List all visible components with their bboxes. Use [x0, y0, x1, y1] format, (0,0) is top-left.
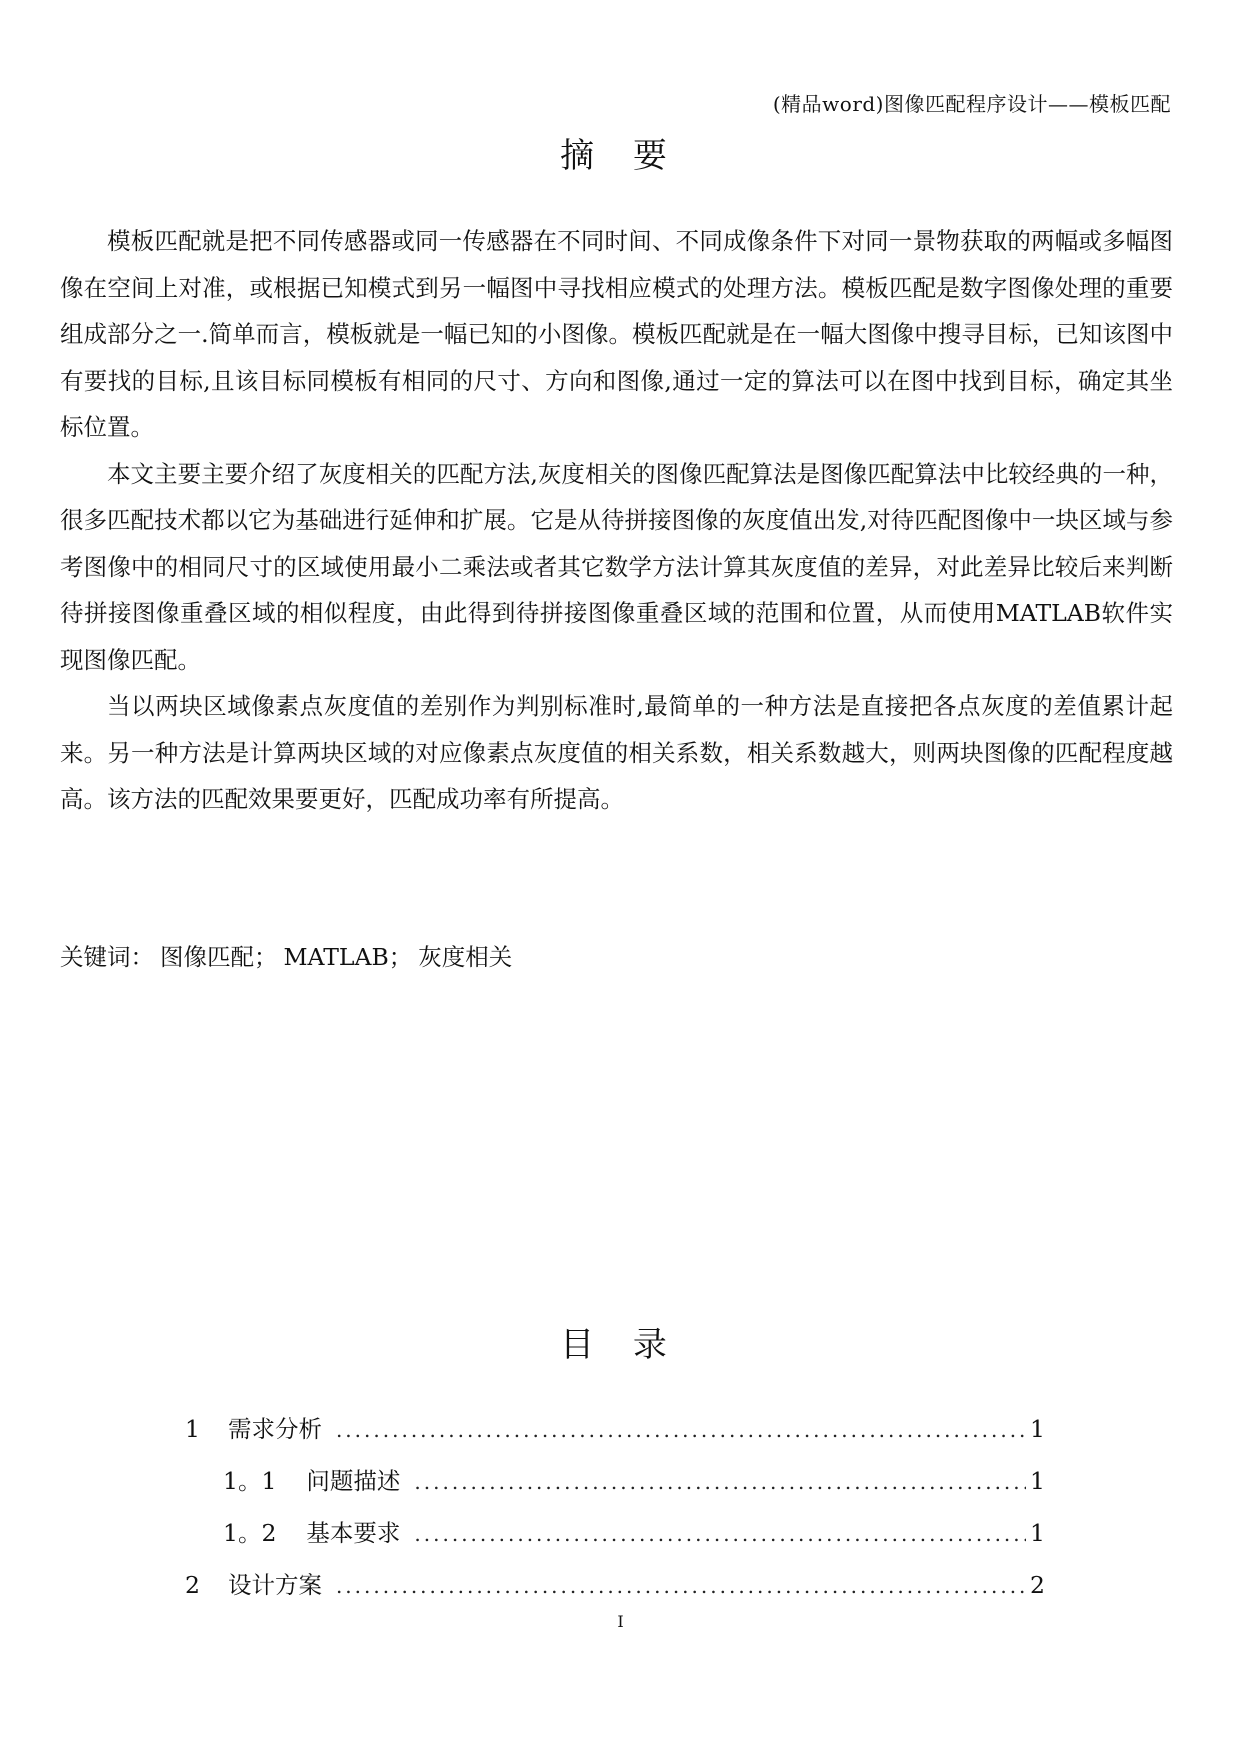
abstract-paragraph: 本文主要主要介绍了灰度相关的匹配方法,灰度相关的图像匹配算法是图像匹配算法中比较经典的一种，很多匹配技术都以它为基础进行延伸和扩展。它是从待拼接图像的灰度值出发,对待匹配图像中一块区域与参考图像中的相同尺寸的区域使用最小二乘法或者其它数学方法计算其灰度值的差异，对此差异比较后来判断待拼接图像重叠区域的相似程度，由此得到待拼接图像重叠区域的范围和位置，从而使用MATLAB软件实现图像匹配。: [60, 459, 1173, 674]
running-header: (精品word)图像匹配程序设计——模板匹配: [772, 92, 1171, 116]
abstract-body: [60, 218, 1173, 823]
abstract-paragraph: 模板匹配就是把不同传感器或同一传感器在不同时间、不同成像条件下对同一景物获取的两幅或多幅图像在空间上对准，或根据已知模式到另一幅图中寻找相应模式的处理方法。模板匹配是数字图像处理的重要组成部分之一.简单而言，模板就是一幅已知的小图像。模板匹配就是在一幅大图像中搜寻目标，已知该图中有要找的目标,且该目标同模板有相同的尺寸、方向和图像,通过一定的算法可以在图中找到目标，确定其坐标位置。: [60, 227, 1173, 441]
keyword: 图像匹配；: [160, 943, 278, 971]
toc-entry[interactable]: [185, 1514, 1045, 1566]
page-number: I: [617, 1612, 624, 1631]
abstract-title: 摘 要: [560, 136, 681, 176]
keywords-line: [60, 938, 512, 972]
abstract-paragraph: 当以两块区域像素点灰度值的差别作为判别标准时,最简单的一种方法是直接把各点灰度的差值累计起来。另一种方法是计算两块区域的对应像素点灰度值的相关系数，相关系数越大，则两块图像的匹配程度越高。该方法的匹配效果要更好，匹配成功率有所提高。: [60, 692, 1173, 813]
toc-title: 目 录: [560, 1325, 681, 1365]
toc-entry-page: 1: [1030, 1519, 1045, 1547]
toc-entry-number: 2: [185, 1571, 200, 1599]
toc-entry-page: 2: [1030, 1571, 1045, 1599]
keyword: 灰度相关: [418, 943, 513, 971]
keyword: MATLAB；: [283, 943, 413, 971]
toc-entry[interactable]: [185, 1566, 1045, 1618]
toc-entry-number: 1: [185, 1415, 200, 1443]
toc-leader-dots: [414, 1470, 1026, 1494]
toc-entry-title: 需求分析: [227, 1415, 322, 1443]
keywords-label: 关键词：: [60, 943, 154, 971]
toc-entry-page: 1: [1030, 1415, 1045, 1443]
toc-entry-number: 1。2: [223, 1519, 277, 1547]
toc-entry-number: 1。1: [223, 1467, 277, 1495]
toc-entry-title: 问题描述: [306, 1467, 401, 1495]
toc-leader-dots: [414, 1522, 1026, 1546]
toc-leader-dots: [336, 1574, 1026, 1598]
toc-entry[interactable]: [185, 1410, 1045, 1462]
toc-entry-title: 设计方案: [227, 1571, 322, 1599]
table-of-contents: [185, 1410, 1045, 1618]
toc-entry[interactable]: [185, 1462, 1045, 1514]
toc-leader-dots: [336, 1418, 1026, 1442]
toc-entry-page: 1: [1030, 1467, 1045, 1495]
toc-entry-title: 基本要求: [306, 1519, 401, 1547]
